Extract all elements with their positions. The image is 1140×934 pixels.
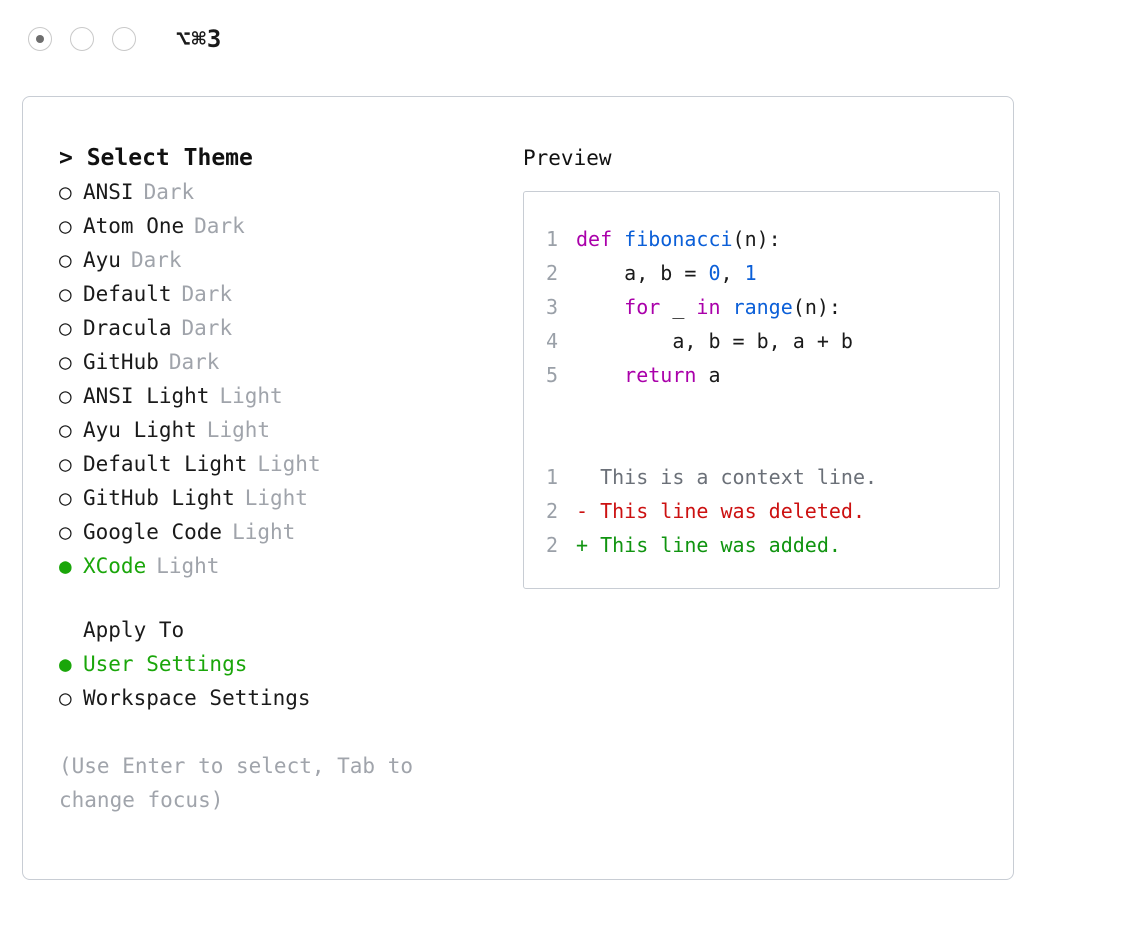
line-number: 5	[546, 363, 559, 387]
theme-option-label: XCode	[83, 554, 147, 578]
diff-line-added	[546, 528, 977, 562]
radio-icon: ○	[59, 214, 72, 238]
preview-column	[499, 141, 1013, 817]
radio-icon: ○	[59, 316, 72, 340]
theme-option-variant: Dark	[181, 316, 233, 340]
theme-option-label: GitHub	[83, 350, 159, 374]
radio-icon: ○	[59, 486, 72, 510]
code-token: 1	[744, 261, 757, 285]
apply-to-heading: Apply To	[83, 618, 185, 642]
window-maximize-dot[interactable]	[112, 27, 136, 51]
theme-option-ansi[interactable]	[59, 175, 499, 209]
radio-icon: ○	[59, 384, 72, 408]
code-token: return	[624, 363, 697, 387]
radio-icon: ○	[59, 520, 72, 544]
radio-icon-selected: ●	[59, 652, 72, 676]
theme-option-variant: Light	[257, 452, 321, 476]
theme-option-variant: Dark	[181, 282, 233, 306]
theme-list-column	[39, 141, 499, 817]
code-token: _	[660, 295, 697, 319]
radio-icon: ○	[59, 418, 72, 442]
radio-icon: ○	[59, 248, 72, 272]
theme-option-variant: Dark	[194, 214, 245, 238]
theme-option-label: Google Code	[83, 520, 223, 544]
spacer	[59, 583, 499, 613]
theme-option-github[interactable]	[59, 345, 499, 379]
apply-to-workspace-settings[interactable]	[59, 681, 499, 715]
theme-option-variant: Light	[206, 418, 271, 442]
theme-option-google-code[interactable]	[59, 515, 499, 549]
code-line	[546, 222, 977, 256]
code-token: (n):	[792, 295, 841, 319]
code-token: 0	[708, 261, 721, 285]
line-number: 3	[546, 295, 559, 319]
theme-option-variant: Light	[219, 384, 283, 408]
theme-option-variant: Light	[232, 520, 296, 544]
theme-option-variant: Light	[156, 554, 220, 578]
theme-option-default-light[interactable]	[59, 447, 499, 481]
window-minimize-dot[interactable]	[70, 27, 94, 51]
preview-heading: Preview	[523, 146, 612, 170]
theme-picker-panel	[22, 96, 1014, 880]
theme-option-ayu-light[interactable]	[59, 413, 499, 447]
select-theme-heading: > Select Theme	[59, 145, 253, 171]
apply-to-label: Workspace Settings	[83, 686, 311, 710]
code-token: for	[624, 295, 661, 319]
code-token: range	[732, 295, 793, 319]
line-number: 4	[546, 329, 559, 353]
radio-icon: ○	[59, 686, 72, 710]
line-number: 2	[546, 499, 559, 523]
code-token: fibonacci	[624, 227, 733, 251]
theme-option-xcode[interactable]	[59, 549, 499, 583]
code-line	[546, 324, 977, 358]
diff-prefix: +	[576, 533, 601, 557]
theme-option-variant: Dark	[130, 248, 182, 272]
radio-icon: ○	[59, 452, 72, 476]
code-line	[546, 358, 977, 392]
title-bar	[0, 0, 1140, 78]
code-token	[576, 290, 624, 324]
theme-option-label: ANSI Light	[83, 384, 210, 408]
theme-options-list	[59, 175, 499, 583]
code-line	[546, 290, 977, 324]
diff-text: This line was deleted.	[600, 499, 865, 523]
diff-line-context	[546, 460, 977, 494]
line-number: 1	[546, 465, 559, 489]
diff-prefix	[576, 460, 600, 494]
theme-option-label: Default Light	[83, 452, 248, 476]
code-blank-line	[546, 426, 977, 460]
theme-option-label: Ayu	[83, 248, 121, 272]
theme-option-label: Dracula	[83, 316, 172, 340]
code-token: (n):	[732, 227, 781, 251]
apply-to-label: User Settings	[83, 652, 248, 676]
theme-option-github-light[interactable]	[59, 481, 499, 515]
line-number: 2	[546, 533, 559, 557]
theme-option-label: ANSI	[83, 180, 134, 204]
theme-option-variant: Dark	[168, 350, 220, 374]
theme-option-label: Ayu Light	[83, 418, 197, 442]
line-number: 2	[546, 261, 559, 285]
theme-option-label: Atom One	[83, 214, 185, 238]
code-blank-line	[546, 392, 977, 426]
window-close-dot[interactable]	[28, 27, 52, 51]
theme-option-ansi-light[interactable]	[59, 379, 499, 413]
theme-option-atom-one[interactable]	[59, 209, 499, 243]
code-token	[576, 358, 624, 392]
theme-option-variant: Light	[244, 486, 308, 510]
theme-option-variant: Dark	[143, 180, 195, 204]
radio-icon: ○	[59, 180, 72, 204]
code-token: ,	[720, 261, 745, 285]
radio-icon: ○	[59, 350, 72, 374]
line-number: 1	[546, 227, 559, 251]
theme-option-default[interactable]	[59, 277, 499, 311]
code-token: a, b =	[576, 261, 709, 285]
code-token: a	[696, 363, 721, 387]
preview-box	[523, 191, 1000, 589]
code-line	[546, 256, 977, 290]
theme-option-ayu[interactable]	[59, 243, 499, 277]
code-token: def	[576, 227, 625, 251]
theme-option-label: GitHub Light	[83, 486, 235, 510]
code-token	[721, 290, 733, 324]
keyboard-shortcut-label: ⌥⌘3	[176, 25, 223, 53]
diff-text: This line was added.	[600, 533, 841, 557]
theme-option-label: Default	[83, 282, 172, 306]
code-token: a, b = b, a + b	[576, 329, 853, 353]
apply-to-options	[59, 647, 499, 715]
radio-icon: ○	[59, 282, 72, 306]
diff-prefix: -	[576, 499, 601, 523]
diff-text: This is a context line.	[600, 465, 878, 489]
theme-option-dracula[interactable]	[59, 311, 499, 345]
diff-line-deleted	[546, 494, 977, 528]
keyboard-hint-text: (Use Enter to select, Tab to change focus)	[59, 754, 414, 812]
radio-icon-selected: ●	[59, 554, 72, 578]
code-token: in	[696, 295, 721, 319]
apply-to-user-settings[interactable]	[59, 647, 499, 681]
